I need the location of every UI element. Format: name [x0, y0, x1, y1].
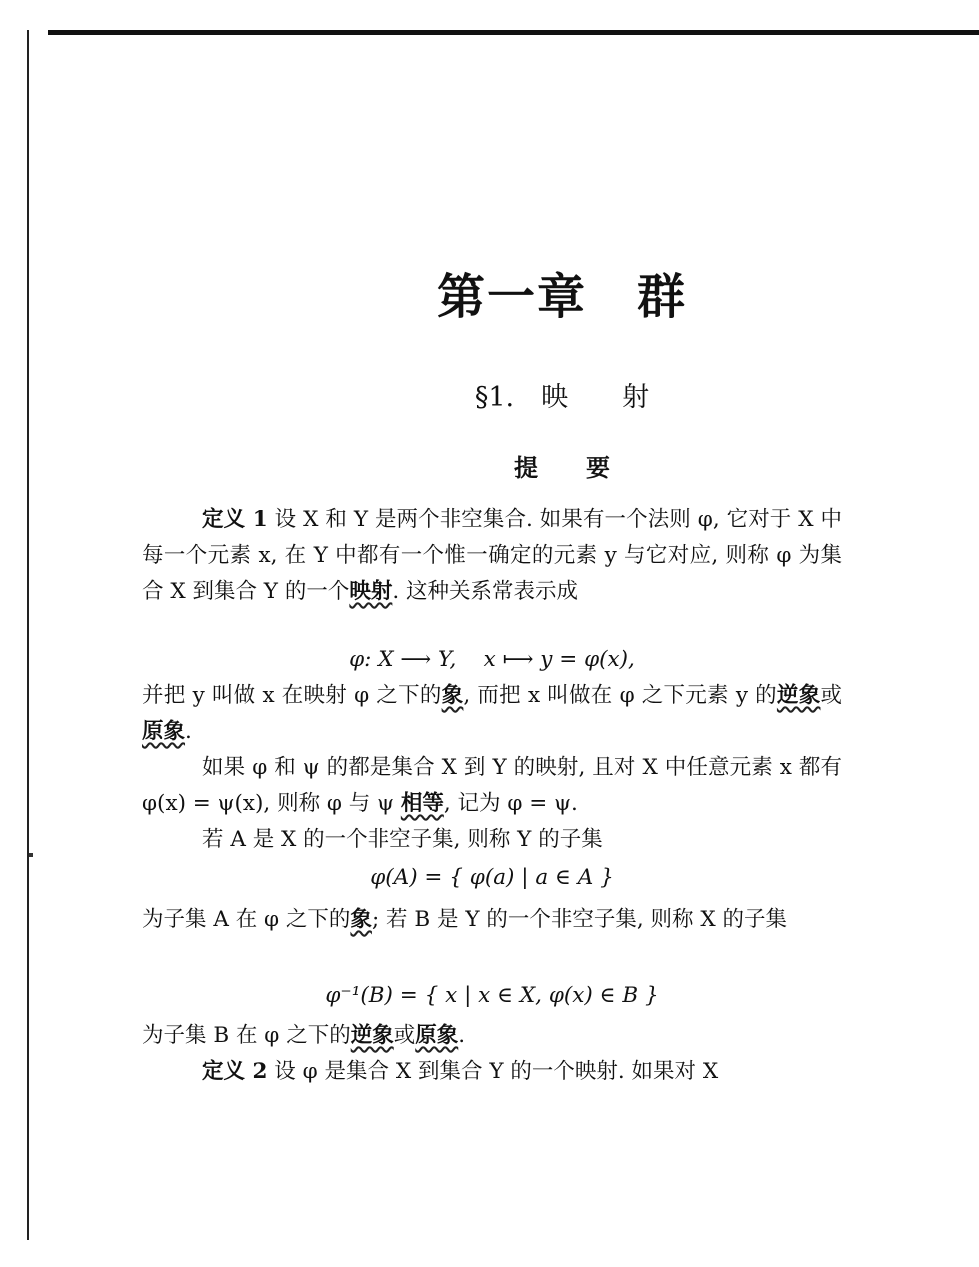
term-image-2: 象 — [350, 907, 372, 932]
definition-1 — [142, 502, 842, 610]
term-image: 象 — [441, 683, 464, 708]
left-margin-rule — [27, 30, 29, 1240]
formula-preimage-set: φ⁻¹(B) = { x | x ∈ X, φ(x) ∈ B } — [325, 983, 659, 1008]
summary-heading: 提 要 — [514, 453, 610, 482]
term-preimage: 原象 — [142, 719, 186, 744]
p2-text-1: 并把 y 叫做 x 在映射 φ 之下的 — [142, 683, 442, 708]
p6-text-1: 为子集 B 在 φ 之下的 — [142, 1023, 351, 1048]
p2-text-4: . — [185, 719, 192, 744]
p2-text-2: , 而把 x 叫做在 φ 之下元素 y 的 — [463, 683, 777, 708]
paragraph-subset-image — [142, 902, 842, 938]
p5-text-2: ; 若 B 是 Y 的一个非空子集, 则称 X 的子集 — [371, 907, 787, 932]
term-inverse-image: 逆象 — [776, 683, 821, 708]
top-rule — [48, 30, 979, 35]
paragraph-equality — [142, 750, 842, 822]
chapter-title: 第一章 群 — [436, 269, 687, 325]
definition-2-text: 设 φ 是集合 X 到集合 Y 的一个映射. 如果对 X — [267, 1059, 719, 1084]
definition-2 — [142, 1054, 842, 1090]
p6-text-3: . — [458, 1023, 466, 1048]
paragraph-image-preimage — [142, 678, 842, 750]
p3-text-2: , 记为 φ = ψ. — [443, 791, 578, 816]
term-inverse-image-2: 逆象 — [350, 1023, 394, 1048]
definition-2-label: 定义 2 — [202, 1059, 268, 1084]
definition-1-text-end: . 这种关系常表示成 — [392, 579, 579, 604]
term-equal: 相等 — [400, 791, 444, 816]
paragraph-subset: 若 A 是 X 的一个非空子集, 则称 Y 的子集 — [202, 827, 603, 852]
p2-text-3: 或 — [820, 683, 842, 708]
term-mapping: 映射 — [349, 579, 393, 604]
p6-text-2: 或 — [393, 1023, 416, 1048]
definition-1-text: 设 X 和 Y 是两个非空集合. 如果有一个法则 φ, 它对于 X 中每一个元素 x, 在 Y 中都有一个惟一确定的元素 y 与它对应, 则称 φ 为集合 X 到集合 Y 的一个 — [142, 507, 842, 604]
p3-text-1: 如果 φ 和 ψ 的都是集合 X 到 Y 的映射, 且对 X 中任意元素 x 都有 φ(x) = ψ(x), 则称 φ 与 ψ — [142, 755, 842, 816]
formula-mapping: φ: X ⟶ Y, x ⟼ y = φ(x), — [349, 647, 635, 672]
formula-image-set: φ(A) = { φ(a) | a ∈ A } — [370, 865, 614, 890]
section-title: §1. 映 射 — [474, 382, 650, 413]
p5-text-1: 为子集 A 在 φ 之下的 — [142, 907, 351, 932]
definition-1-label: 定义 1 — [202, 507, 268, 532]
scan-mark — [29, 853, 33, 857]
term-preimage-2: 原象 — [415, 1023, 459, 1048]
paragraph-subset-preimage — [142, 1018, 842, 1054]
